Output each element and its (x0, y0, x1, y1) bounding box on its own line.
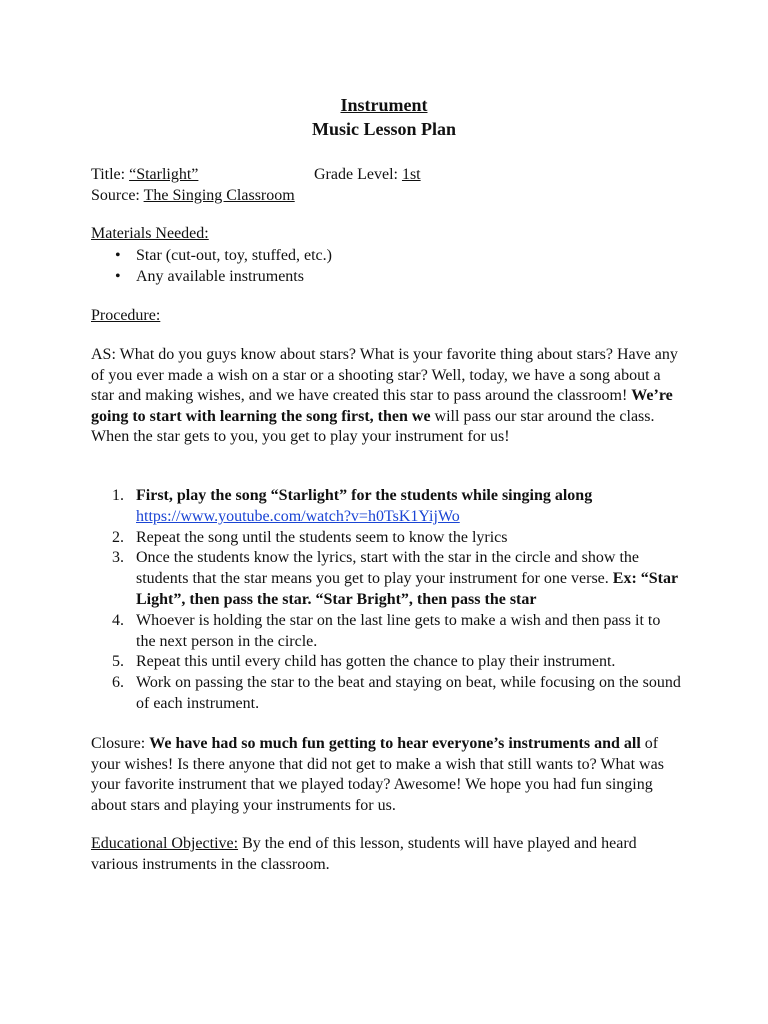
title-line (91, 165, 198, 185)
procedure-heading: Procedure: (91, 307, 161, 324)
closure-paragraph: Closure: We have had so much fun getting to hear everyone’s instruments and all of your wishes! Is there anyone that did not get to make a wish that still wants to? What was your favorite instrument that we played today? Awesome! We hope you had fun singing about stars and playing your instruments for us. (91, 735, 664, 814)
document-subtitle: Music Lesson Plan (311, 119, 457, 139)
objective-paragraph: Educational Objective: By the end of this lesson, students will have played and heard various instruments in the classroom. (91, 835, 637, 873)
title-label: Title: (91, 166, 130, 183)
document-title: Instrument (340, 95, 428, 115)
closure-label: Closure: (91, 735, 150, 752)
bullet-icon: • (115, 247, 121, 264)
grade-value: 1st (401, 166, 421, 183)
source-label: Source: (91, 187, 144, 204)
procedure-steps (91, 486, 681, 715)
source-value: The Singing Classroom (143, 187, 295, 204)
procedure-intro: AS: What do you guys know about stars? What is your favorite thing about stars? Have any of you ever made a wish on a star or a shooting star? Well, today, we have a song about a star and making wishes, and we have created this star to pass around the classroom! We’re going to start with learning the song first, then we will pass our star around the class. When the star gets to you, you get to play your instrument for us! (91, 346, 678, 446)
list-item: 6. Work on passing the star to the beat and staying on beat, while focusing on the sound of each instrument. (112, 674, 681, 712)
list-item: • Star (cut-out, toy, stuffed, etc.) (115, 247, 332, 264)
list-item: 2. Repeat the song until the students seem to know the lyrics (112, 528, 508, 546)
grade-label: Grade Level: (314, 166, 402, 183)
list-item: 5. Repeat this until every child has gotten the chance to play their instrument. (112, 653, 616, 671)
list-item: 1. First, play the song “Starlight” for the students while singing along https://www.youtube.com/watch?v=h0TsK1YijWo (112, 487, 593, 525)
objective-label: Educational Objective: (91, 835, 239, 852)
list-item: 4. Whoever is holding the star on the last line gets to make a wish and then pass it to the next person in the circle. (112, 611, 661, 650)
materials-list (91, 245, 332, 287)
source-line (91, 186, 295, 206)
list-item: 3. Once the students know the lyrics, start with the star in the circle and show the students that the star means you get to play your instrument for one verse. Ex: “Star Light”, then pass the star. “Star Bright”, then pass the star (112, 549, 678, 608)
materials-heading: Materials Needed: (91, 225, 209, 242)
bullet-icon: • (115, 268, 121, 285)
song-title: “Starlight” (129, 166, 199, 183)
grade-line (314, 165, 421, 185)
list-item: • Any available instruments (115, 268, 304, 285)
youtube-link[interactable]: https://www.youtube.com/watch?v=h0TsK1YijWo (136, 507, 460, 525)
